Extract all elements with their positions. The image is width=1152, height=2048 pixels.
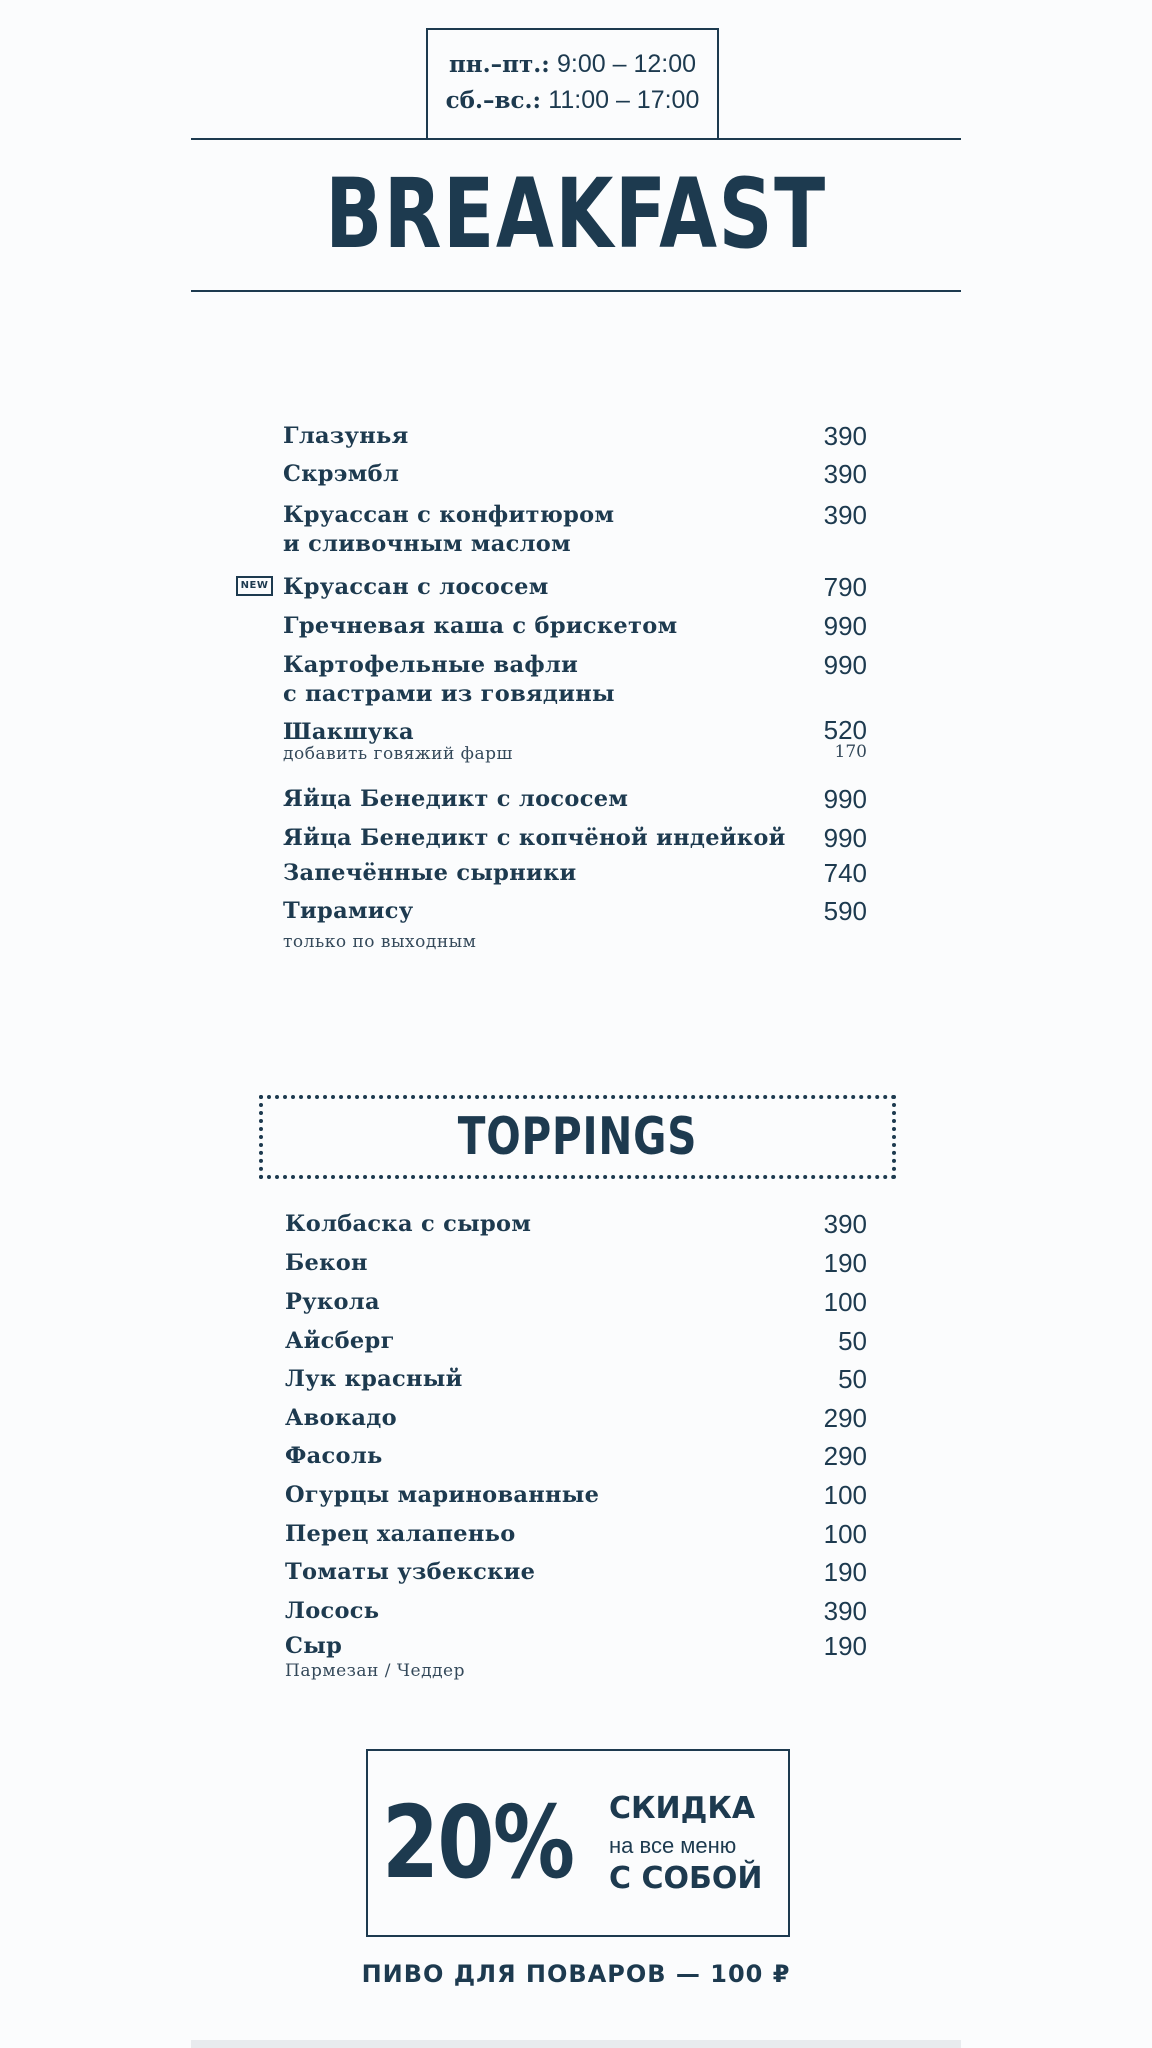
menu-item-price: 390	[823, 421, 867, 451]
menu-item-price: 990	[823, 823, 867, 853]
weekend-label: сб.–вс.:	[445, 87, 541, 114]
menu-item-price: 990	[823, 611, 867, 641]
discount-label: СКИДКА	[609, 1791, 756, 1826]
topping-price: 50	[838, 1364, 867, 1394]
topping-name: Сыр	[285, 1633, 343, 1659]
topping-price: 50	[838, 1326, 867, 1356]
menu-item-note: добавить говяжий фарш	[283, 744, 513, 764]
topping-name: Колбаска с сыром	[285, 1211, 532, 1237]
weekday-time: 9:00 – 12:00	[557, 50, 697, 78]
menu-item-price: 990	[823, 650, 867, 680]
menu-item-name: Круассан с лососем	[283, 574, 549, 600]
topping-name: Лук красный	[285, 1366, 463, 1392]
topping-price: 190	[823, 1631, 867, 1661]
menu-item-price: 740	[823, 858, 867, 888]
topping-price: 190	[823, 1248, 867, 1278]
title-divider	[191, 290, 961, 292]
topping-name: Огурцы маринованные	[285, 1482, 600, 1508]
topping-note: Пармезан / Чеддер	[285, 1661, 465, 1681]
menu-item-name: Круассан с конфитюром	[283, 502, 615, 528]
menu-item-name: Запечённые сырники	[283, 860, 577, 886]
toppings-title: TOPPINGS	[457, 1107, 698, 1167]
menu-item-name-line2: и сливочным маслом	[283, 531, 571, 557]
discount-scope: на все меню	[609, 1833, 737, 1858]
topping-name: Томаты узбекские	[285, 1559, 536, 1585]
weekend-hours	[428, 86, 717, 115]
breakfast-title: BREAKFAST	[325, 158, 827, 270]
menu-item-name: Скрэмбл	[283, 461, 400, 487]
menu-item-name: Тирамису	[283, 898, 414, 924]
topping-price: 290	[823, 1403, 867, 1433]
weekend-time: 11:00 – 17:00	[548, 86, 700, 114]
discount-takeaway: С СОБОЙ	[609, 1861, 763, 1896]
menu-item-price: 790	[823, 572, 867, 602]
topping-name: Фасоль	[285, 1443, 383, 1469]
topping-price: 290	[823, 1441, 867, 1471]
toppings-header-box	[259, 1095, 896, 1179]
topping-price: 390	[823, 1209, 867, 1239]
opening-hours-box	[426, 28, 719, 138]
weekday-hours	[428, 50, 717, 79]
menu-item-note-price: 170	[834, 742, 867, 762]
menu-item-name: Глазунья	[283, 423, 409, 449]
topping-price: 390	[823, 1596, 867, 1626]
topping-name: Перец халапеньо	[285, 1521, 516, 1547]
menu-item-name: Яйца Бенедикт с копчёной индейкой	[283, 825, 786, 851]
topping-name: Бекон	[285, 1250, 368, 1276]
takeaway-discount-box	[366, 1749, 790, 1937]
beer-for-cooks: ПИВО ДЛЯ ПОВАРОВ — 100 ₽	[361, 1960, 791, 1988]
topping-price: 100	[823, 1519, 867, 1549]
bottom-edge	[191, 2040, 961, 2048]
menu-item-name-line2: с пастрами из говядины	[283, 681, 615, 707]
topping-price: 190	[823, 1557, 867, 1587]
topping-name: Лосось	[285, 1598, 380, 1624]
menu-item-name: Яйца Бенедикт с лососем	[283, 786, 629, 812]
menu-item-name: Картофельные вафли	[283, 652, 579, 678]
menu-item-note: только по выходным	[283, 932, 477, 952]
discount-percent: 20%	[382, 1784, 574, 1901]
topping-price: 100	[823, 1287, 867, 1317]
topping-name: Авокадо	[285, 1405, 397, 1431]
menu-item-price: 990	[823, 784, 867, 814]
weekday-label: пн.–пт.:	[448, 51, 550, 78]
menu-item-name: Гречневая каша с брискетом	[283, 613, 678, 639]
menu-item-price: 520	[823, 715, 867, 745]
menu-item-price: 390	[823, 459, 867, 489]
menu-item-price: 390	[823, 500, 867, 530]
top-divider	[191, 138, 961, 140]
menu-item-name: Шакшука	[283, 719, 414, 745]
topping-name: Рукола	[285, 1289, 380, 1315]
topping-name: Айсберг	[285, 1328, 395, 1354]
menu-item-price: 590	[823, 896, 867, 926]
topping-price: 100	[823, 1480, 867, 1510]
new-badge: NEW	[236, 576, 273, 596]
